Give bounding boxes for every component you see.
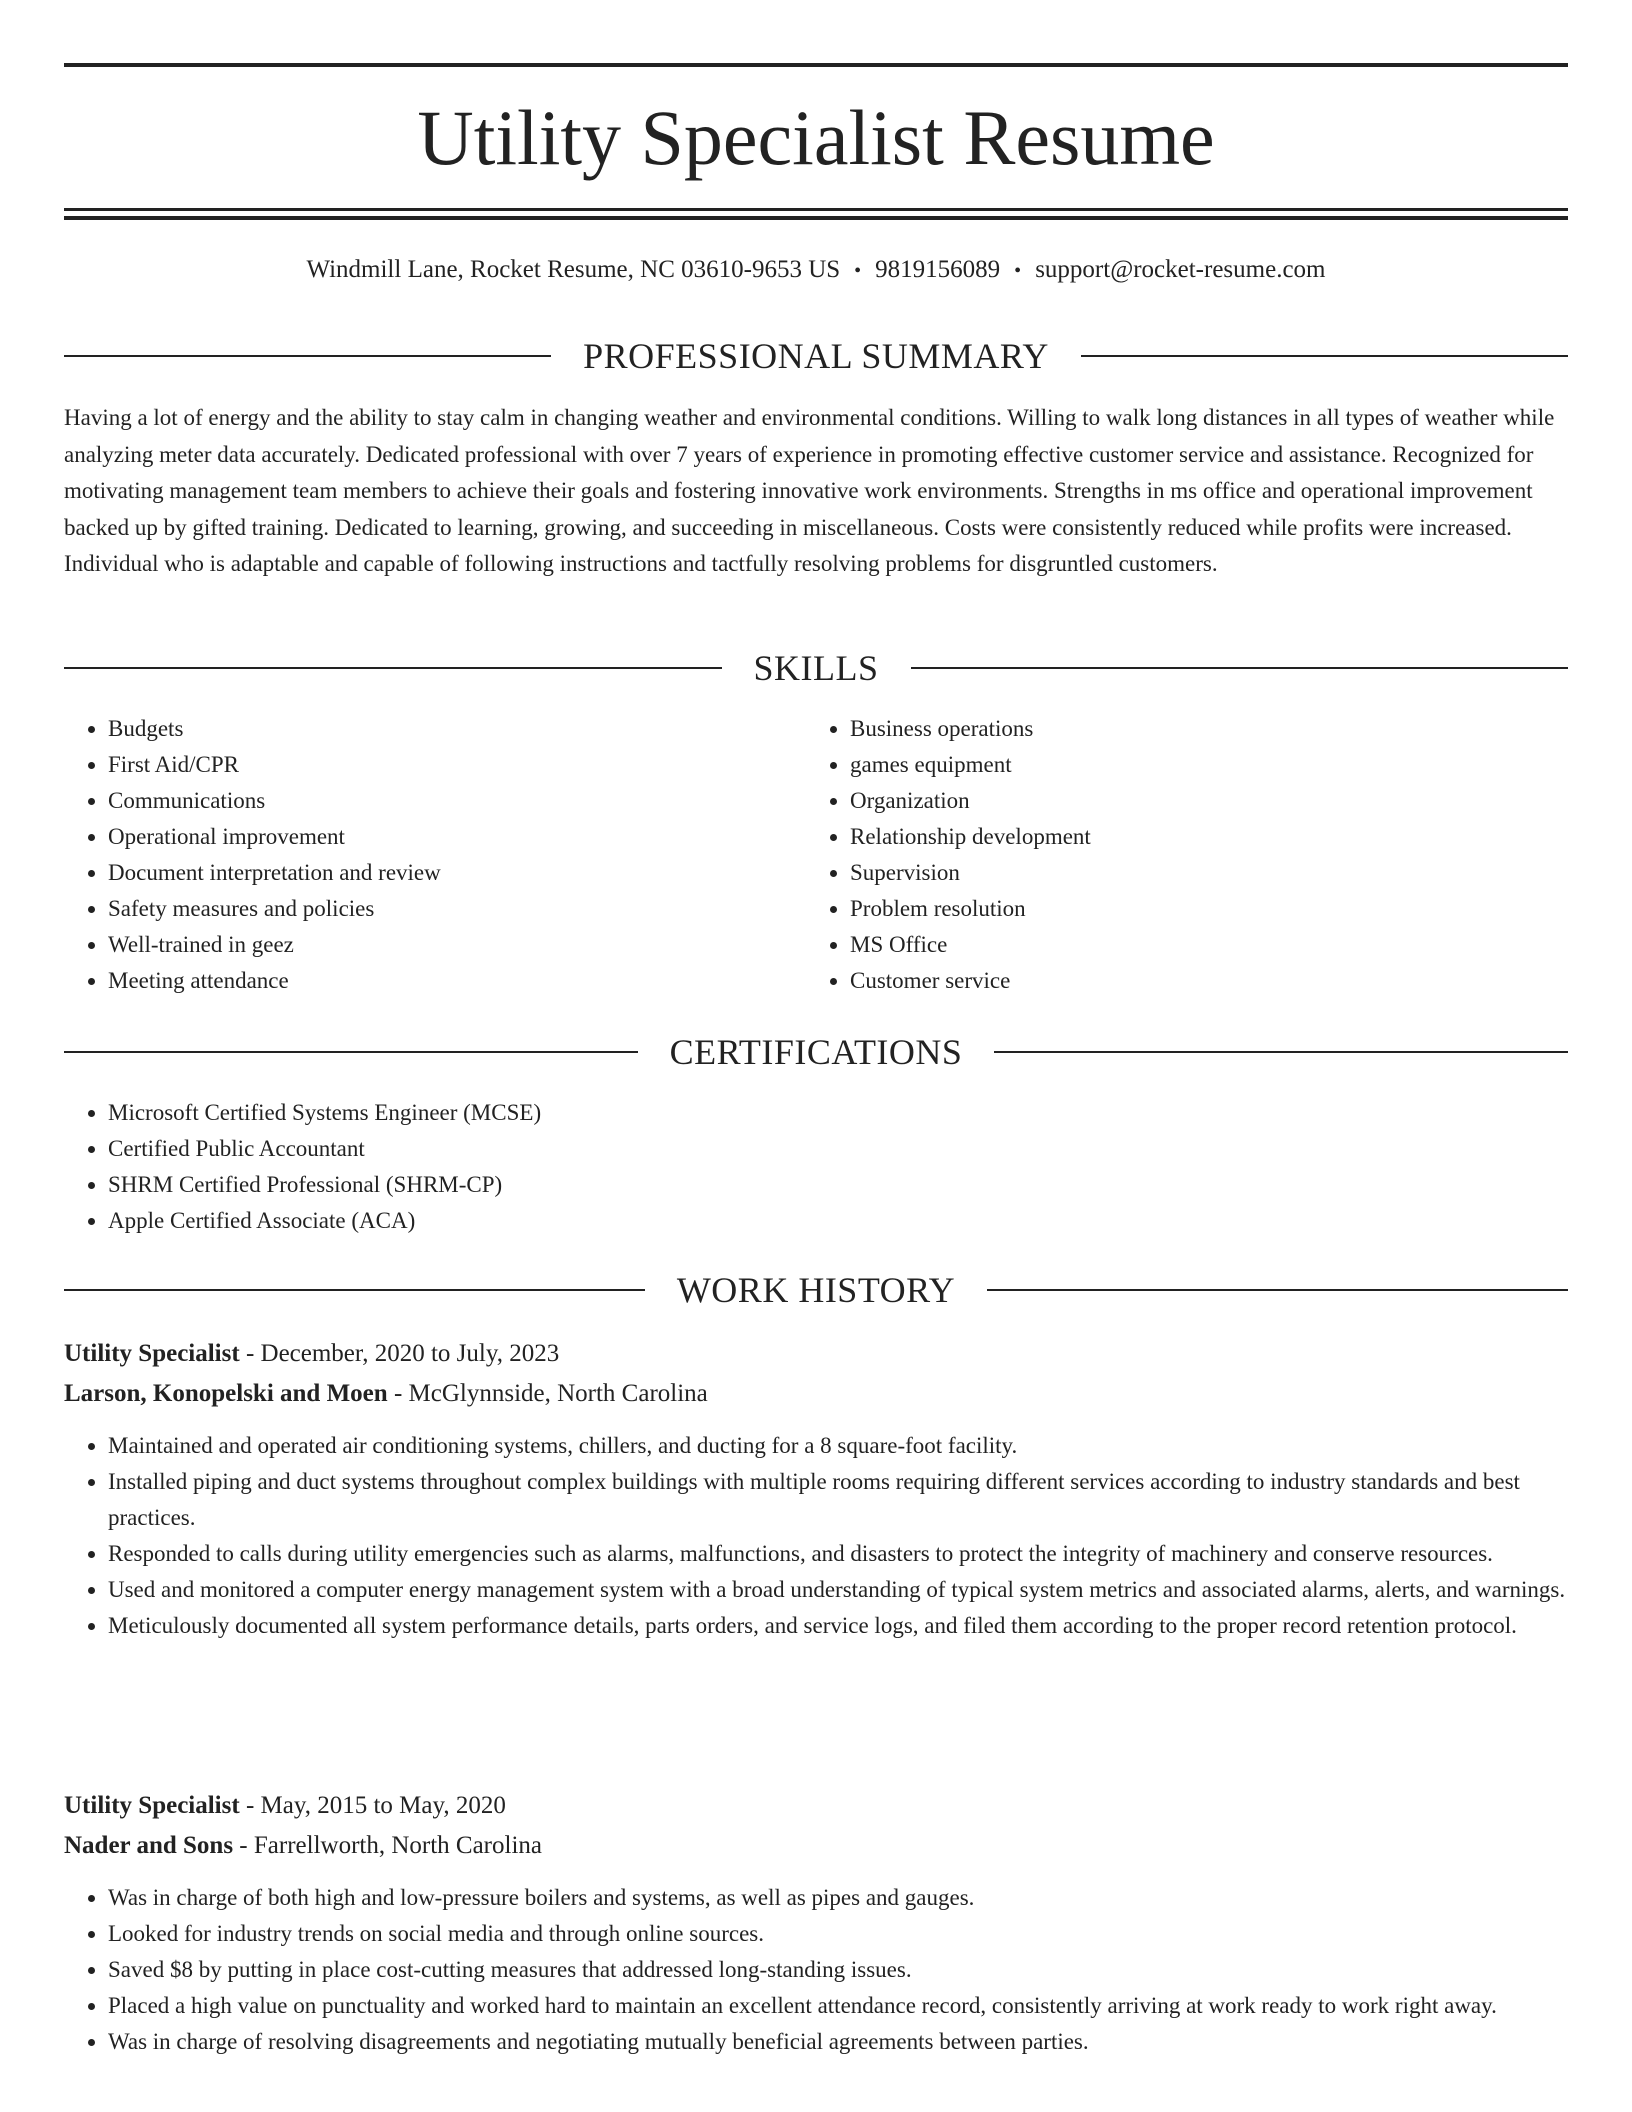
job-company: Nader and Sons: [64, 1832, 234, 1859]
section-heading-work: [64, 1268, 1568, 1312]
skill-item: • Meeting attendance: [108, 963, 804, 999]
contact-phone: 9819156089: [875, 256, 1001, 283]
contact-address: Windmill Lane, Rocket Resume, NC 03610-9653 US: [306, 256, 841, 283]
skill-item: • Communications: [108, 783, 804, 819]
job-duty-item: • Meticulously documented all system performance details, parts orders, and service logs, and filed them according to the proper record retention protocol.: [108, 1608, 1568, 1644]
job-location: - McGlynnside, North Carolina: [387, 1380, 708, 1407]
heading-rule: [64, 1051, 638, 1053]
skill-item: • Business operations: [850, 711, 1566, 747]
section-heading-summary: [64, 334, 1568, 378]
skill-item: • Operational improvement: [108, 819, 804, 855]
certifications-list: [64, 1095, 1568, 1239]
job-duty-item: • Was in charge of resolving disagreements and negotiating mutually beneficial agreements between parties.: [108, 2024, 1568, 2060]
contact-separator: •: [1014, 260, 1022, 282]
skill-item: • Document interpretation and review: [108, 855, 804, 891]
job-duty-item: • Was in charge of both high and low-pressure boilers and systems, as well as pipes and gauges.: [108, 1880, 1568, 1916]
resume-title: Utility Specialist Resume: [417, 94, 1215, 181]
section-title: SKILLS: [753, 648, 879, 688]
job-duty-item: • Used and monitored a computer energy management system with a broad understanding of typical system metrics and associated alarms, alerts, and warnings.: [108, 1572, 1568, 1608]
job-duty-item: • Saved $8 by putting in place cost-cutting measures that addressed long-standing issues.: [108, 1952, 1568, 1988]
contact-email: support@rocket-resume.com: [1035, 256, 1326, 283]
skills-column-right: [806, 711, 1566, 999]
certification-item: • Certified Public Accountant: [108, 1131, 1568, 1167]
section-heading-skills: [64, 646, 1568, 690]
skill-item: • Customer service: [850, 963, 1566, 999]
skills-list-left: [64, 711, 804, 999]
section-heading-certifications: [64, 1030, 1568, 1074]
job-duties-list: [64, 1880, 1568, 2060]
heading-rule: [64, 355, 551, 357]
skill-item: • games equipment: [850, 747, 1566, 783]
contact-separator: •: [854, 260, 862, 282]
certification-item: • SHRM Certified Professional (SHRM-CP): [108, 1167, 1568, 1203]
job-entry: [64, 1786, 1568, 2060]
skill-item: • Relationship development: [850, 819, 1566, 855]
job-duty-item: • Responded to calls during utility emergencies such as alarms, malfunctions, and disasters to protect the integrity of machinery and conserve resources.: [108, 1536, 1568, 1572]
job-title: Utility Specialist: [64, 1792, 240, 1819]
summary-text: Having a lot of energy and the ability to stay calm in changing weather and environmental conditions. Willing to walk long distances in all types of weather while analyzing meter data accurately. Dedicated professional with over 7 years of experience in promoting effective customer service and assistance. Recognized for motivating management team members to achieve their goals and fostering innovative work environments. Strengths in ms office and operational improvement backed up by gifted training. Dedicated to learning, growing, and succeeding in miscellaneous. Costs were consistently reduced while profits were increased. Individual who is adaptable and capable of following instructions and tactfully resolving problems for disgruntled customers.: [64, 405, 1555, 576]
job-duties-list: [64, 1428, 1568, 1644]
section-title: PROFESSIONAL SUMMARY: [583, 336, 1049, 376]
job-duty-item: • Maintained and operated air conditioning systems, chillers, and ducting for a 8 square-foot facility.: [108, 1428, 1568, 1464]
job-role-line: [64, 1334, 1568, 1374]
job-duty-item: • Placed a high value on punctuality and worked hard to maintain an excellent attendance record, consistently arriving at work ready to work right away.: [108, 1988, 1568, 2024]
job-dates: - December, 2020 to July, 2023: [239, 1340, 560, 1367]
skill-item: • Supervision: [850, 855, 1566, 891]
section-title: CERTIFICATIONS: [669, 1032, 963, 1072]
skill-item: • Well-trained in geez: [108, 927, 804, 963]
title-rule-upper: [64, 208, 1568, 211]
heading-rule: [987, 1289, 1568, 1291]
job-duty-item: • Installed piping and duct systems throughout complex buildings with multiple rooms requiring different services according to industry standards and best practices.: [108, 1464, 1568, 1536]
skill-item: • First Aid/CPR: [108, 747, 804, 783]
skill-item: • Problem resolution: [850, 891, 1566, 927]
skill-item: • Organization: [850, 783, 1566, 819]
job-title: Utility Specialist: [64, 1340, 240, 1367]
heading-rule: [64, 1289, 645, 1291]
certifications-block: [64, 1095, 1568, 1239]
top-rule: [64, 63, 1568, 67]
skills-list-right: [806, 711, 1566, 999]
job-duty-item: • Looked for industry trends on social media and through online sources.: [108, 1916, 1568, 1952]
certification-item: • Apple Certified Associate (ACA): [108, 1203, 1568, 1239]
job-role-line: [64, 1786, 1568, 1826]
skill-item: • Budgets: [108, 711, 804, 747]
job-dates: - May, 2015 to May, 2020: [239, 1792, 506, 1819]
section-title: WORK HISTORY: [676, 1270, 956, 1310]
job-company-line: [64, 1826, 1568, 1866]
skill-item: • Safety measures and policies: [108, 891, 804, 927]
job-entry: [64, 1334, 1568, 1644]
job-company: Larson, Konopelski and Moen: [64, 1380, 388, 1407]
job-location: - Farrellworth, North Carolina: [233, 1832, 542, 1859]
skills-column-left: [64, 711, 804, 999]
heading-rule: [1081, 355, 1568, 357]
job-company-line: [64, 1374, 1568, 1414]
skill-item: • MS Office: [850, 927, 1566, 963]
title-rule-lower: [64, 216, 1568, 220]
certification-item: • Microsoft Certified Systems Engineer (MCSE): [108, 1095, 1568, 1131]
heading-rule: [64, 667, 722, 669]
heading-rule: [911, 667, 1569, 669]
heading-rule: [994, 1051, 1568, 1053]
contact-line: [64, 252, 1568, 289]
